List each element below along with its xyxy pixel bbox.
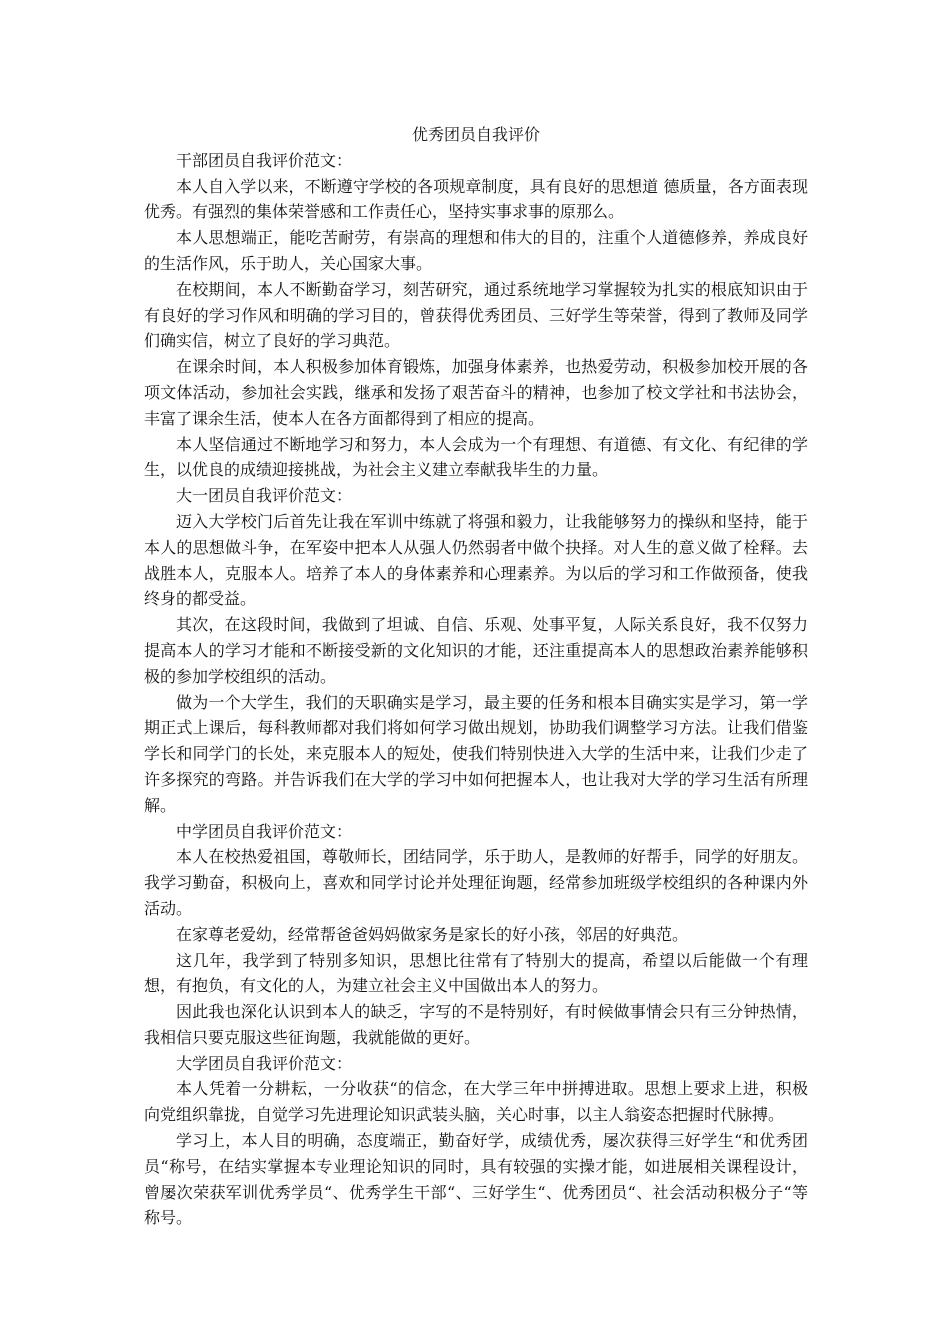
- paragraph: 本人自入学以来，不断遵守学校的各项规章制度，具有良好的思想道 德质量，各方面表现优秀。有强烈的集体荣誉感和工作责任心，坚持实事求事的原那么。: [144, 176, 808, 222]
- paragraph: 在家尊老爱幼，经常帮爸爸妈妈做家务是家长的好小孩，邻居的好典范。: [176, 924, 689, 944]
- section-heading: 中学团员自我评价范文：: [176, 821, 353, 841]
- paragraph: 本人凭着一分耕耘，一分收获“的信念，在大学三年中拼搏进取。思想上要求上进，积极向党组织靠拢，自觉学习先进理论知识武装头脑，关心时事，以主人翁姿态把握时代脉搏。: [144, 1079, 808, 1125]
- paragraph: 本人思想端正，能吃苦耐劳，有崇高的理想和伟大的目的，注重个人道德修养，养成良好的生活作风，乐于助人，关心国家大事。: [144, 228, 808, 273]
- paragraph: 迈入大学校门后首先让我在军训中练就了将强和毅力，让我能够努力的操纵和坚持，能于本人的思想做斗争，在军姿中把本人从强人仍然弱者中做个抉择。对人生的意义做了栓释。去战胜本人，克服本人。培养了本人的身体素养和心理素养。为以后的学习和工作做预备，使我终身的都受益。: [144, 511, 808, 609]
- section-heading: 大学团员自我评价范文：: [176, 1053, 353, 1073]
- paragraph: 本人在校热爱祖国，尊敬师长，团结同学，乐于助人，是教师的好帮手，同学的好朋友。我学习勤奋，积极向上，喜欢和同学讨论并处理征询题，经常参加班级学校组织的各种课内外活动。: [144, 847, 808, 918]
- document-title: 优秀团员自我评价: [411, 125, 540, 144]
- paragraph: 这几年，我学到了特别多知识，思想比往常有了特别大的提高，希望以后能做一个有理想，有抱负，有文化的人，为建立社会主义中国做出本人的努力。: [144, 950, 808, 996]
- paragraph: 其次，在这段时间，我做到了坦诚、自信、乐观、处事平复，人际关系良好，我不仅努力提高本人的学习才能和不断接受新的文化知识的才能，还注重提高本人的思想政治素养能够积极的参加学校组织的活动。: [144, 615, 808, 686]
- paragraph: 因此我也深化认识到本人的缺乏，字写的不是特别好，有时候做事情会只有三分钟热情，我相信只要克服这些征询题，我就能做的更好。: [144, 1002, 808, 1047]
- paragraph: 在课余时间，本人积极参加体育锻炼，加强身体素养，也热爱劳动，积极参加校开展的各项文体活动，参加社会实践，继承和发扬了艰苦奋斗的精神，也参加了校文学社和书法协会，丰富了课余生活，使本人在各方面都得到了相应的提高。: [144, 357, 808, 428]
- document-page: [144, 122, 808, 1231]
- paragraph: 在校期间，本人不断勤奋学习，刻苦研究，通过系统地学习掌握较为扎实的根底知识由于有良好的学习作风和明确的学习目的，曾获得优秀团员、三好学生等荣誉，得到了教师及同学们确实信，树立了良好的学习典范。: [144, 279, 808, 351]
- paragraph: 做为一个大学生，我们的天职确实是学习，最主要的任务和根本目确实实是学习，第一学期正式上课后，每科教师都对我们将如何学习做出规划，协助我们调整学习方法。让我们借鉴学长和同学门的长处，来克服本人的短处，使我们特别快进入大学的生活中来，让我们少走了许多探究的弯路。并告诉我们在大学的学习中如何把握本人，也让我对大学的学习生活有所理解。: [144, 692, 808, 815]
- section-heading: 干部团员自我评价范文：: [176, 150, 353, 170]
- section-heading: 大一团员自我评价范文：: [176, 486, 353, 506]
- paragraph: 学习上，本人目的明确，态度端正，勤奋好学，成绩优秀，屡次获得三好学生“和优秀团员“称号，在结实掌握本专业理论知识的同时，具有较强的实操才能，如进展相关课程设计，曾屡次荣获军训优秀学员“、优秀学生干部“、三好学生“、优秀团员“、社会活动积极分子“等称号。: [144, 1131, 808, 1228]
- paragraph: 本人坚信通过不断地学习和努力，本人会成为一个有理想、有道德、有文化、有纪律的学生，以优良的成绩迎接挑战，为社会主义建立奉献我毕生的力量。: [144, 434, 808, 480]
- document-body: [144, 148, 808, 1231]
